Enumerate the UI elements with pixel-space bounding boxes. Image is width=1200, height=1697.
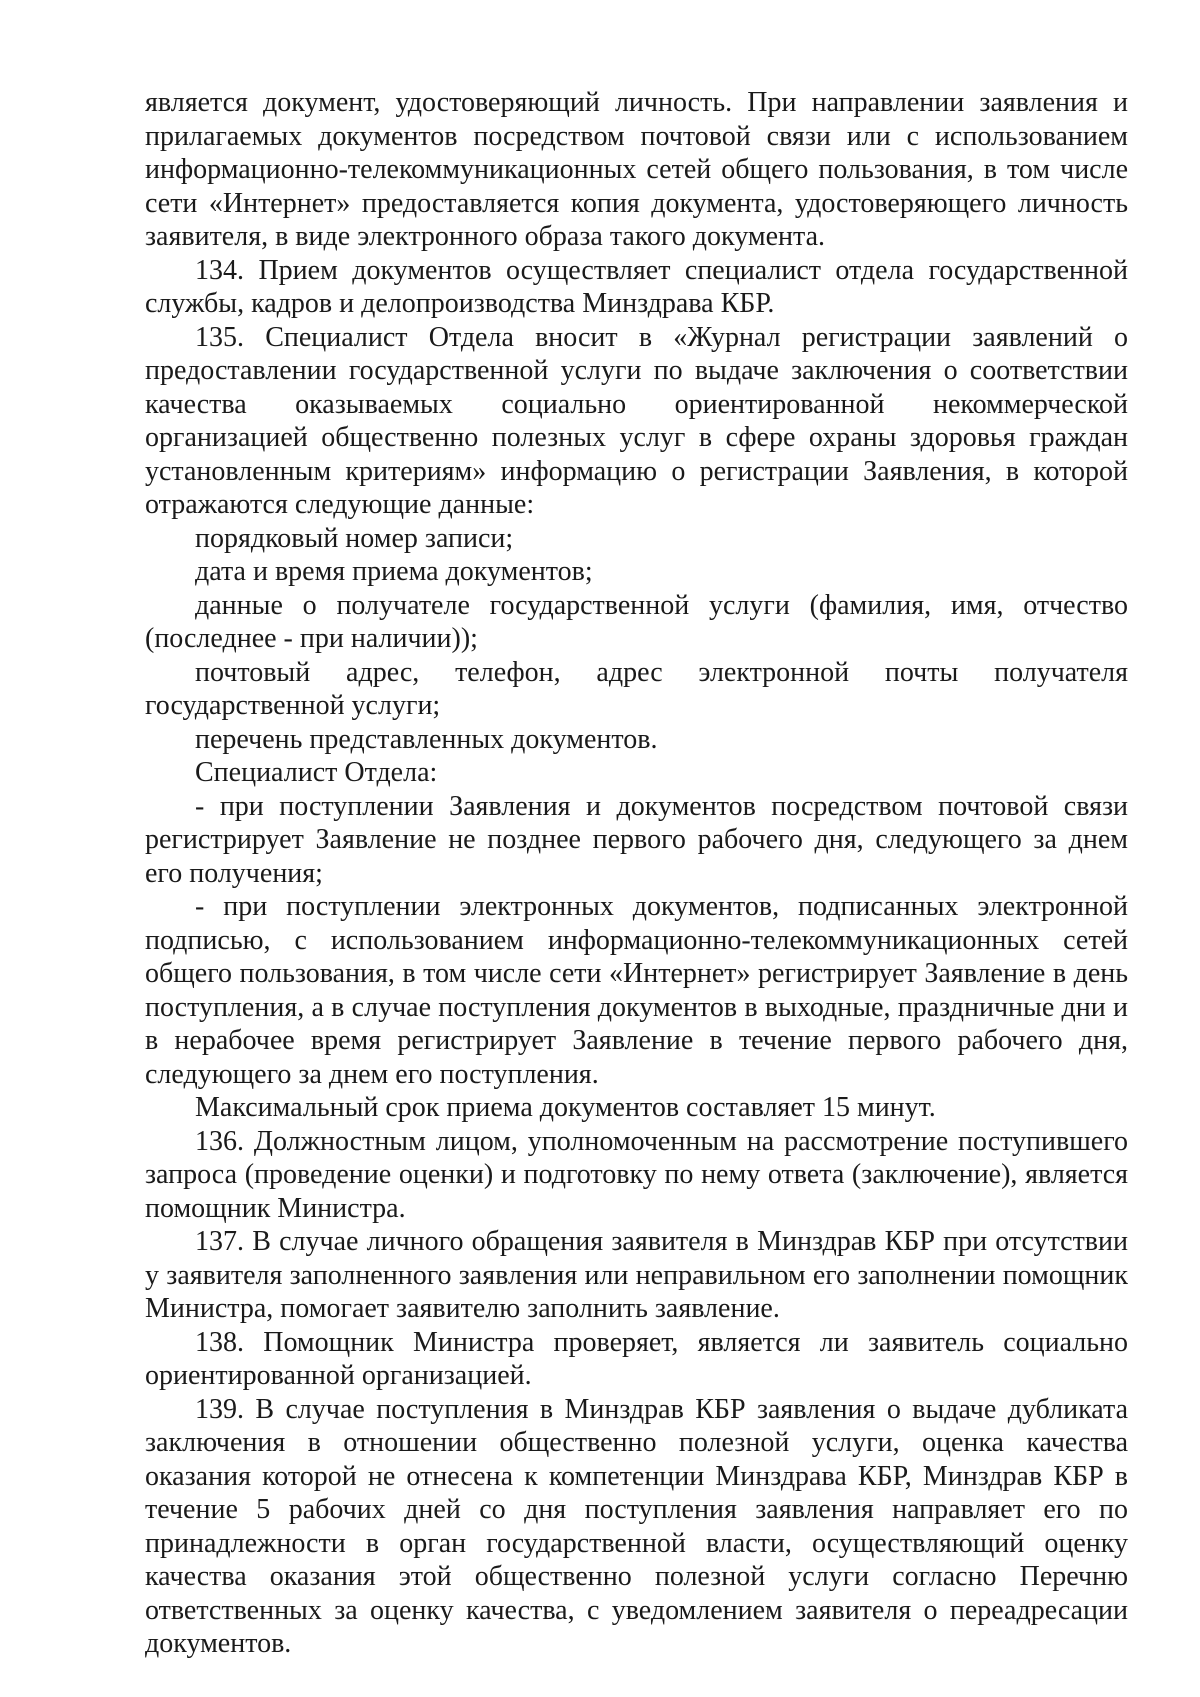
paragraph-electronic-registration: - при поступлении электронных документов, подписанных электронной подписью, с использованием информационно-телекоммуникационных сетей общего пользования, в том числе сети «Интернет» регистрирует Заявление в день поступления, а в случае поступления документов в выходные, праздничные дни и в нерабочее время регистрирует Заявление в течение первого рабочего дня, следующего за днем его поступления. [145, 891, 1128, 1090]
paragraph-136: 136. Должностным лицом, уполномоченным на рассмотрение поступившего запроса (проведение оценки) и подготовку по нему ответа (заключение), является помощник Министра. [145, 1125, 1128, 1224]
paragraph-continuation: является документ, удостоверяющий личность. При направлении заявления и прилагаемых документов посредством почтовой связи или с использованием информационно-телекоммуникационных сетей общего пользования, в том числе сети «Интернет» предоставляется копия документа, удостоверяющего личность заявителя, в виде электронного образа такого документа. [145, 87, 1128, 252]
paragraph-139: 139. В случае поступления в Минздрав КБР заявления о выдаче дубликата заключения в отношении общественно полезной услуги, оценка качества оказания которой не отнесена к компетенции Минздрава КБР, Минздрав КБР в течение 5 рабочих дней со дня поступления заявления направляет его по принадлежности в орган государственной власти, осуществляющий оценку качества оказания этой общественно полезной услуги согласно Перечню ответственных за оценку качества, с уведомлением заявителя о переадресации документов. [145, 1393, 1128, 1659]
paragraph-max-time: Максимальный срок приема документов составляет 15 минут. [195, 1092, 936, 1123]
list-item-postal-address: почтовый адрес, телефон, адрес электронной почты получателя государственной услуги; [145, 656, 1128, 721]
list-item-recipient-data: данные о получателе государственной услуги (фамилия, имя, отчество (последнее - при наличии)); [145, 589, 1128, 654]
paragraph-135: 135. Специалист Отдела вносит в «Журнал регистрации заявлений о предоставлении государственной услуги по выдаче заключения о соответствии качества оказываемых социально ориентированной некоммерческой организацией общественно полезных услуг в сфере охраны здоровья граждан установленным критериям» информацию о регистрации Заявления, в которой отражаются следующие данные: [145, 321, 1128, 520]
paragraph-134: 134. Прием документов осуществляет специалист отдела государственной службы, кадров и делопроизводства Минздрава КБР. [145, 254, 1128, 319]
paragraph-137: 137. В случае личного обращения заявителя в Минздрав КБР при отсутствии у заявителя заполненного заявления или неправильном его заполнении помощник Министра, помогает заявителю заполнить заявление. [145, 1226, 1128, 1324]
list-item-documents-list: перечень представленных документов. [195, 723, 658, 755]
paragraph-postal-registration: - при поступлении Заявления и документов посредством почтовой связи регистрирует Заявление не позднее первого рабочего дня, следующего за днем его получения; [145, 790, 1128, 889]
list-item-record-number: порядковый номер записи; [195, 522, 514, 554]
paragraph-specialist-heading: Специалист Отдела: [195, 757, 438, 788]
list-item-date-time: дата и время приема документов; [195, 556, 593, 587]
paragraph-138: 138. Помощник Министра проверяет, является ли заявитель социально ориентированной организацией. [145, 1326, 1128, 1391]
